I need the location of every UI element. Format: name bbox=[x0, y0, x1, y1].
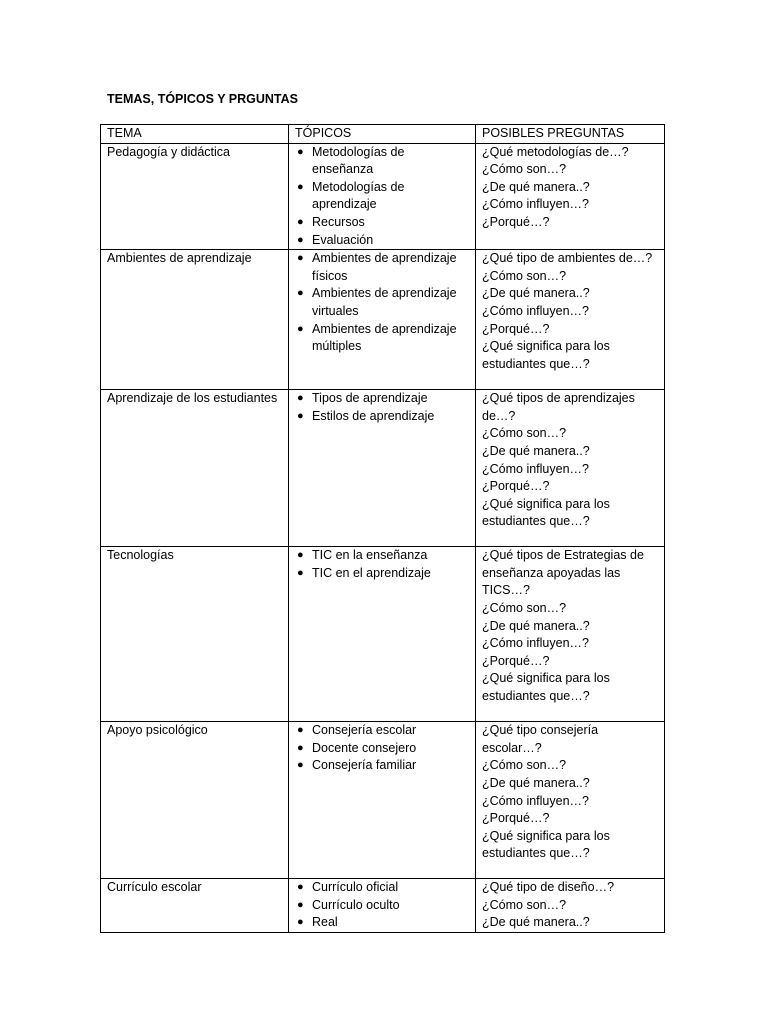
question-text: ¿Cómo son…? bbox=[482, 426, 567, 441]
cell-preguntas bbox=[476, 547, 665, 722]
topic-list bbox=[295, 547, 469, 582]
cell-preguntas bbox=[476, 143, 665, 250]
list-item bbox=[295, 408, 469, 426]
topic-text: TIC en el aprendizaje bbox=[312, 565, 431, 580]
question-text: ¿Qué significa para los estudiantes que…? bbox=[482, 671, 610, 703]
bullet-icon: ● bbox=[297, 145, 304, 158]
bullet-icon: ● bbox=[297, 252, 304, 265]
list-item bbox=[295, 547, 469, 565]
question-text: ¿Qué significa para los estudiantes que…? bbox=[482, 339, 610, 371]
list-item bbox=[295, 914, 469, 932]
question-text: ¿Cómo son…? bbox=[482, 268, 567, 283]
column-header-preguntas: POSIBLES PREGUNTAS bbox=[476, 125, 665, 144]
topics-table bbox=[100, 124, 665, 933]
question-text: ¿Porqué…? bbox=[482, 214, 550, 229]
bullet-icon: ● bbox=[297, 741, 304, 754]
question-text: ¿Qué tipos de Estrategias de enseñanza apoyadas las TICS…? bbox=[482, 548, 644, 598]
question-text: ¿Cómo influyen…? bbox=[482, 461, 589, 476]
cell-tema: Ambientes de aprendizaje bbox=[101, 250, 289, 390]
document-title: TEMAS, TÓPICOS Y PRGUNTAS bbox=[107, 92, 298, 106]
topic-list bbox=[295, 250, 469, 356]
list-item bbox=[295, 757, 469, 775]
question-text: ¿Porqué…? bbox=[482, 653, 550, 668]
list-item bbox=[295, 250, 469, 285]
question-text: ¿Cómo influyen…? bbox=[482, 303, 589, 318]
question-text: ¿De qué manera..? bbox=[482, 443, 590, 458]
table-row bbox=[101, 547, 665, 722]
topic-text: Metodologías de aprendizaje bbox=[312, 179, 405, 212]
bullet-icon: ● bbox=[297, 233, 304, 246]
topic-list bbox=[295, 879, 469, 932]
bullet-icon: ● bbox=[297, 180, 304, 193]
table-row bbox=[101, 722, 665, 879]
bullet-icon: ● bbox=[297, 215, 304, 228]
question-text: ¿Porqué…? bbox=[482, 321, 550, 336]
table-header-row bbox=[101, 125, 665, 144]
bullet-icon: ● bbox=[297, 898, 304, 911]
question-text: ¿Porqué…? bbox=[482, 811, 550, 826]
question-text: ¿Qué tipo de diseño…? bbox=[482, 880, 615, 895]
question-text: ¿Cómo influyen…? bbox=[482, 636, 589, 651]
question-text: ¿Cómo influyen…? bbox=[482, 793, 589, 808]
question-text: ¿Cómo son…? bbox=[482, 758, 567, 773]
list-item bbox=[295, 214, 469, 232]
cell-topicos bbox=[289, 250, 476, 390]
question-text: ¿De qué manera..? bbox=[482, 179, 590, 194]
list-item bbox=[295, 232, 469, 250]
list-item bbox=[295, 321, 469, 356]
table-row bbox=[101, 879, 665, 933]
question-text: ¿Cómo son…? bbox=[482, 897, 567, 912]
column-header-tema: TEMA bbox=[101, 125, 289, 144]
topic-text: Consejería familiar bbox=[312, 758, 417, 773]
bullet-icon: ● bbox=[297, 392, 304, 405]
list-item bbox=[295, 179, 469, 214]
list-item bbox=[295, 879, 469, 897]
question-text: ¿Cómo influyen…? bbox=[482, 197, 589, 212]
topic-text: Ambientes de aprendizaje virtuales bbox=[312, 286, 457, 318]
cell-preguntas bbox=[476, 879, 665, 933]
topic-text: Docente consejero bbox=[312, 740, 417, 755]
question-text: ¿Qué significa para los estudiantes que…? bbox=[482, 828, 610, 861]
question-text: ¿Cómo son…? bbox=[482, 600, 567, 615]
topic-text: Ambientes de aprendizaje físicos bbox=[312, 251, 457, 283]
topic-text: Currículo oficial bbox=[312, 880, 399, 895]
table-body bbox=[101, 143, 665, 932]
topic-list bbox=[295, 722, 469, 775]
bullet-icon: ● bbox=[297, 916, 304, 929]
topic-text: Real bbox=[312, 915, 338, 930]
cell-preguntas bbox=[476, 390, 665, 547]
question-text: ¿De qué manera..? bbox=[482, 618, 590, 633]
topic-text: Estilos de aprendizaje bbox=[312, 408, 435, 423]
question-text: ¿Qué tipo de ambientes de…? bbox=[482, 251, 653, 266]
question-text: ¿Qué significa para los estudiantes que…? bbox=[482, 496, 610, 529]
topic-text: Recursos bbox=[312, 214, 365, 229]
table-row bbox=[101, 250, 665, 390]
list-item bbox=[295, 285, 469, 320]
bullet-icon: ● bbox=[297, 287, 304, 300]
list-item bbox=[295, 144, 469, 179]
topic-text: Metodologías de enseñanza bbox=[312, 144, 405, 177]
bullet-icon: ● bbox=[297, 724, 304, 737]
cell-topicos bbox=[289, 879, 476, 933]
question-text: ¿Porqué…? bbox=[482, 479, 550, 494]
cell-tema: Pedagogía y didáctica bbox=[101, 143, 289, 250]
bullet-icon: ● bbox=[297, 322, 304, 335]
question-text: ¿Qué tipo consejería escolar…? bbox=[482, 723, 599, 755]
question-text: ¿De qué manera..? bbox=[482, 286, 590, 301]
question-text: ¿Qué tipos de aprendizajes de…? bbox=[482, 391, 635, 423]
topic-text: Ambientes de aprendizaje múltiples bbox=[312, 321, 457, 354]
bullet-icon: ● bbox=[297, 759, 304, 772]
bullet-icon: ● bbox=[297, 881, 304, 894]
list-item bbox=[295, 897, 469, 915]
table-row bbox=[101, 390, 665, 547]
cell-topicos bbox=[289, 143, 476, 250]
question-text: ¿De qué manera..? bbox=[482, 915, 590, 930]
topic-text: TIC en la enseñanza bbox=[312, 548, 428, 563]
list-item bbox=[295, 722, 469, 740]
question-text: ¿De qué manera..? bbox=[482, 775, 590, 790]
topic-list bbox=[295, 144, 469, 250]
cell-tema: Currículo escolar bbox=[101, 879, 289, 933]
list-item bbox=[295, 740, 469, 758]
cell-tema: Apoyo psicológico bbox=[101, 722, 289, 879]
cell-topicos bbox=[289, 390, 476, 547]
topic-text: Consejería escolar bbox=[312, 723, 417, 738]
list-item bbox=[295, 565, 469, 583]
cell-tema: Aprendizaje de los estudiantes bbox=[101, 390, 289, 547]
column-header-topicos: TÓPICOS bbox=[289, 125, 476, 144]
question-text: ¿Qué metodologías de…? bbox=[482, 144, 629, 159]
cell-topicos bbox=[289, 722, 476, 879]
topic-text: Evaluación bbox=[312, 232, 374, 247]
cell-preguntas bbox=[476, 722, 665, 879]
bullet-icon: ● bbox=[297, 409, 304, 422]
bullet-icon: ● bbox=[297, 549, 304, 562]
topic-text: Currículo oculto bbox=[312, 897, 400, 912]
cell-topicos bbox=[289, 547, 476, 722]
bullet-icon: ● bbox=[297, 566, 304, 579]
list-item bbox=[295, 390, 469, 408]
topic-text: Tipos de aprendizaje bbox=[312, 391, 428, 406]
table-row bbox=[101, 143, 665, 250]
topic-list bbox=[295, 390, 469, 425]
cell-preguntas bbox=[476, 250, 665, 390]
cell-tema: Tecnologías bbox=[101, 547, 289, 722]
question-text: ¿Cómo son…? bbox=[482, 162, 567, 177]
